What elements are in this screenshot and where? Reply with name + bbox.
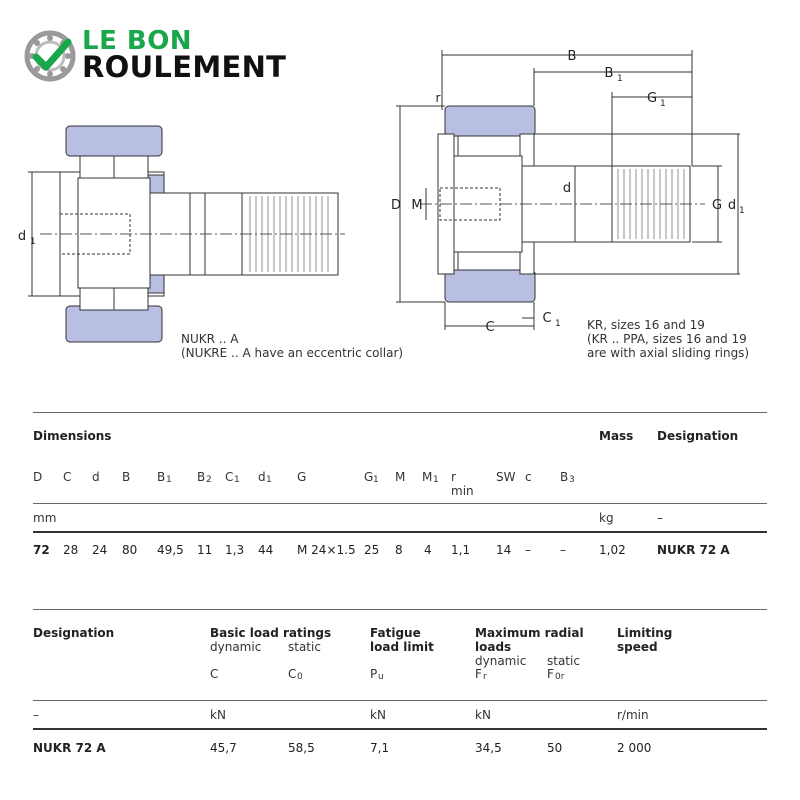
t2-val-Fr: 34,5 [475, 741, 502, 755]
val-B: 80 [122, 543, 138, 557]
val-B3: – [560, 543, 566, 557]
t2-stat2: static [547, 654, 580, 668]
table1-mass-header: Mass [599, 429, 634, 443]
sym-B2-sub: 2 [206, 475, 212, 485]
val-M: 8 [395, 543, 403, 557]
t2-sym-F0r: F [547, 667, 554, 681]
dim-D: D [390, 198, 402, 213]
val-M1: 4 [424, 543, 432, 557]
val-C: 28 [63, 543, 79, 557]
sym-SW: SW [496, 470, 516, 484]
t2-fatigue-1: Fatigue [370, 626, 421, 640]
dim-G1-sub: 1 [660, 99, 666, 109]
t2-sym-C: C [210, 667, 219, 681]
right-bearing-drawing [380, 40, 790, 340]
table1-dimensions-header: Dimensions [33, 429, 112, 443]
table1-thick-rule [33, 531, 767, 533]
dim-G1: G [646, 91, 658, 106]
sym-r: r [451, 470, 456, 484]
logo-line2: ROULEMENT [82, 50, 287, 84]
bearing-check-icon [24, 30, 76, 82]
dim-M: M [411, 198, 423, 213]
val-SW: 14 [496, 543, 512, 557]
sym-B3-sub: 3 [569, 475, 575, 485]
t2-val-speed: 2 000 [617, 741, 652, 755]
t2-val-C: 45,7 [210, 741, 237, 755]
sym-M1-sub: 1 [433, 475, 439, 485]
sym-B1: B [157, 470, 166, 484]
sym-C1-sub: 1 [234, 475, 240, 485]
sym-C1: C [225, 470, 234, 484]
t2-unit-speed: r/min [617, 708, 649, 722]
t2-sym-C0: C [288, 667, 297, 681]
t2-sym-Fr: F [475, 667, 482, 681]
sym-d1-sub: 1 [266, 475, 272, 485]
dim-B: B [567, 49, 577, 64]
val-d: 24 [92, 543, 108, 557]
sym-M1: M [422, 470, 433, 484]
dim-C1-sub: 1 [555, 319, 561, 329]
dim-d: d [562, 181, 572, 196]
val-B2: 11 [197, 543, 213, 557]
t2-sym-Pu-sub: u [378, 672, 384, 682]
logo [24, 28, 304, 84]
t2-val-Pu: 7,1 [370, 741, 390, 755]
sym-d: d [92, 470, 100, 484]
sym-G1: G [364, 470, 374, 484]
val-d1: 44 [258, 543, 274, 557]
t2-sym-C0-sub: 0 [297, 672, 303, 682]
sym-B: B [122, 470, 131, 484]
table1-top-rule [33, 412, 767, 413]
val-designation: NUKR 72 A [657, 543, 730, 557]
left-caption-1: NUKR .. A [181, 332, 239, 346]
dim-B1: B [604, 66, 614, 81]
val-r: 1,1 [451, 543, 471, 557]
t2-val-F0r: 50 [547, 741, 563, 755]
sym-G1-sub: 1 [373, 475, 379, 485]
sym-d1: d [258, 470, 266, 484]
dim-G: G [711, 198, 723, 213]
unit-mm: mm [33, 511, 57, 525]
t2-sym-Pu: P [370, 667, 378, 681]
t2-val-C0: 58,5 [288, 741, 315, 755]
t2-unit-kN2: kN [370, 708, 386, 722]
unit-kg: kg [599, 511, 614, 525]
sym-c: c [525, 470, 532, 484]
table2-top-rule [33, 609, 767, 610]
dim-C1: C [542, 311, 552, 326]
right-caption-2: (KR .. PPA, sizes 16 and 19 [587, 332, 747, 346]
t2-designation-header: Designation [33, 626, 115, 640]
dim-d1-sub: 1 [739, 206, 745, 216]
t2-val-designation: NUKR 72 A [33, 741, 106, 755]
sym-C: C [63, 470, 72, 484]
val-B1: 49,5 [157, 543, 184, 557]
t2-maxrad-2: loads [475, 640, 512, 654]
dim-C: C [485, 320, 495, 335]
t2-sym-Fr-sub: r [483, 672, 487, 682]
t2-static: static [288, 640, 321, 654]
right-caption-3: are with axial sliding rings) [587, 346, 750, 360]
left-dim-d1: d [17, 229, 27, 244]
t2-dynamic: dynamic [210, 640, 262, 654]
table1-designation-header: Designation [657, 429, 739, 443]
t2-dyn2: dynamic [475, 654, 527, 668]
sym-G: G [297, 470, 307, 484]
val-C1: 1,3 [225, 543, 245, 557]
sym-B3: B [560, 470, 569, 484]
val-G: M 24×1.5 [297, 543, 356, 557]
t2-maxrad-1: Maximum radial [475, 626, 584, 640]
left-bearing-drawing [0, 110, 380, 350]
dim-d1: d [727, 198, 737, 213]
left-dim-d1-sub: 1 [30, 237, 36, 247]
logo-line1: LE BON [82, 26, 193, 56]
sym-B2: B [197, 470, 206, 484]
table1-mid-rule [33, 503, 767, 504]
sym-B1-sub: 1 [166, 475, 172, 485]
t2-unit-designation: – [33, 708, 39, 722]
unit-designation: – [657, 511, 663, 525]
t2-fatigue-2: load limit [370, 640, 434, 654]
sym-D: D [33, 470, 43, 484]
right-caption-1: KR, sizes 16 and 19 [587, 318, 705, 332]
val-D: 72 [33, 543, 50, 557]
dim-r: r [435, 91, 441, 105]
table2-thick-rule [33, 728, 767, 730]
left-caption-2: (NUKRE .. A have an eccentric collar) [181, 346, 404, 360]
t2-limit-1: Limiting [617, 626, 673, 640]
t2-limit-2: speed [617, 640, 658, 654]
t2-basic-header: Basic load ratings [210, 626, 332, 640]
t2-unit-kN3: kN [475, 708, 491, 722]
t2-unit-kN1: kN [210, 708, 226, 722]
val-c: – [525, 543, 531, 557]
table2-mid-rule [33, 700, 767, 701]
val-G1: 25 [364, 543, 380, 557]
sym-M: M [395, 470, 406, 484]
sym-r-sub: min [451, 484, 474, 498]
dim-B1-sub: 1 [617, 74, 623, 84]
val-mass: 1,02 [599, 543, 626, 557]
t2-sym-F0r-sub: 0r [555, 672, 565, 682]
